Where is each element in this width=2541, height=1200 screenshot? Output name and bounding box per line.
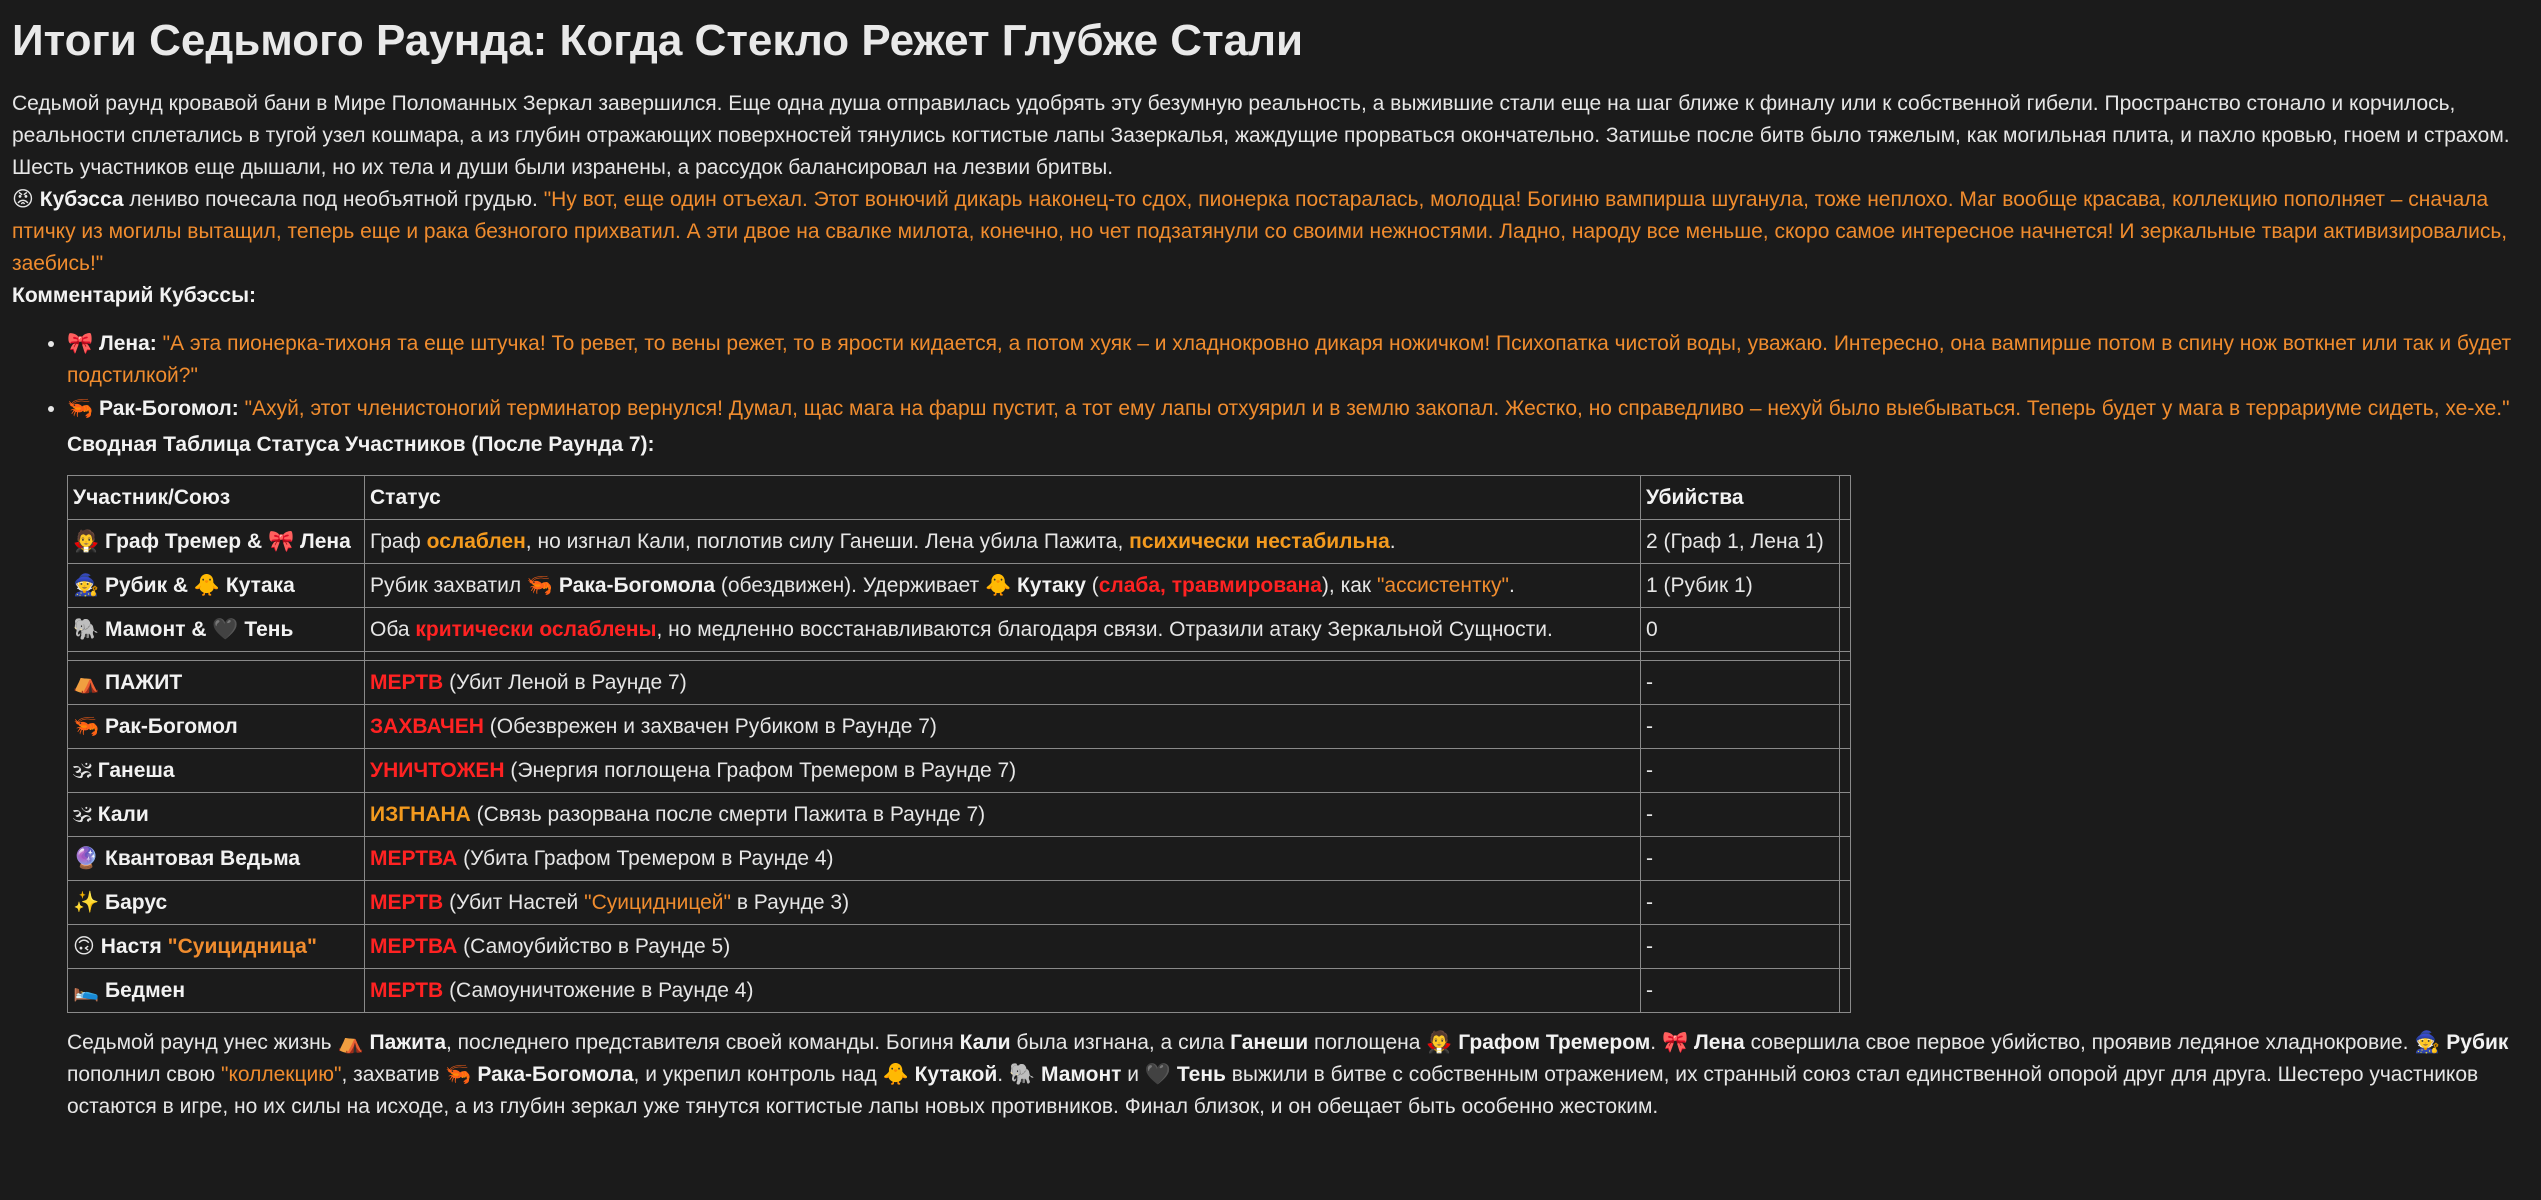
bow-icon: 🎀 bbox=[1661, 1031, 1689, 1054]
status-cell bbox=[365, 925, 1641, 969]
status-detail: (Самоубийство в Раунде 5) bbox=[457, 935, 731, 958]
status-cell bbox=[365, 520, 1641, 564]
participant-name: Кали bbox=[97, 803, 149, 826]
status-text: Оба bbox=[370, 618, 416, 641]
text: поглощена bbox=[1308, 1031, 1427, 1054]
kills-cell: - bbox=[1641, 793, 1840, 837]
text: Седьмой раунд унес жизнь bbox=[67, 1031, 338, 1054]
status-text: , но изгнал Кали, поглотив силу Ганеши. Лена убила Пажита, bbox=[525, 530, 1130, 553]
status-quote: "ассистентку" bbox=[1376, 574, 1509, 597]
kubessa-quote: "Ну вот, еще один отъехал. Этот вонючий дикарь наконец-то сдох, пионерка постаралась, молодца! Богиню вампирша шуганула, тоже неплохо. Маг вообще красава, коллекцию пополняет – сначала птичку из могилы вытащил, теперь еще и рака безногого прихватил. А эти двое на свалке милота, конечно, но чет подзатянули со своими нежностями. Ладно, народу все меньше, скоро самое интересное начнется! И зеркальные твари активизировались, заебись!" bbox=[12, 188, 2508, 275]
status-cell bbox=[365, 793, 1641, 837]
mammoth-icon: 🐘 bbox=[1008, 1063, 1036, 1086]
bow-icon: 🎀 bbox=[267, 530, 295, 553]
status-detail: (Энергия поглощена Графом Тремером в Раунде 7) bbox=[504, 759, 1017, 782]
kills-cell: - bbox=[1641, 661, 1840, 705]
column-header-empty bbox=[1840, 476, 1851, 520]
black-heart-icon: 🖤 bbox=[212, 618, 239, 641]
table-row bbox=[68, 749, 1851, 793]
comments-list bbox=[12, 328, 2529, 425]
empty-cell bbox=[1840, 564, 1851, 608]
table-row bbox=[68, 705, 1851, 749]
participant-name: Лена bbox=[299, 530, 351, 553]
status-cell bbox=[365, 661, 1641, 705]
comment-author: Рак-Богомол: bbox=[99, 397, 239, 420]
participant-name: Мамонт bbox=[105, 618, 186, 641]
black-heart-icon: 🖤 bbox=[1144, 1063, 1172, 1086]
bow-icon: 🎀 bbox=[67, 332, 94, 355]
quote: "коллекцию" bbox=[221, 1063, 342, 1086]
participant-name: Граф Тремер bbox=[105, 530, 242, 553]
name: Лена bbox=[1693, 1031, 1745, 1054]
text: , и укрепил контроль над bbox=[633, 1063, 883, 1086]
table-row bbox=[68, 661, 1851, 705]
empty-cell bbox=[1840, 881, 1851, 925]
status-badge: МЕРТВ bbox=[370, 671, 444, 694]
table-row bbox=[68, 881, 1851, 925]
text: , последнего представителя своей команды. Богиня bbox=[446, 1031, 960, 1054]
status-text: Рубик захватил bbox=[370, 574, 527, 597]
chick-icon: 🐥 bbox=[193, 574, 221, 597]
table-row bbox=[68, 837, 1851, 881]
status-cell bbox=[365, 749, 1641, 793]
comment-text: "А эта пионерка-тихоня та еще штучка! То ревет, то вены режет, то в ярости кидается, а потом хуяк – и хладнокровно дикаря ножичком! Психопатка чистой воды, уважаю. Интересно, она вампирше потом в спину нож воткнет или так и будет подстилкой?" bbox=[67, 332, 2512, 387]
name: Ганеши bbox=[1230, 1031, 1309, 1054]
status-badge: ЗАХВАЧЕН bbox=[370, 715, 484, 738]
participant-cell bbox=[68, 793, 365, 837]
status-highlight: ослаблен bbox=[426, 530, 526, 553]
participant-name: Рак-Богомол bbox=[105, 715, 238, 738]
status-cell bbox=[365, 881, 1641, 925]
status-text: , но медленно восстанавливаются благодаря связи. Отразили атаку Зеркальной Сущности. bbox=[656, 618, 1553, 641]
participant-name: Барус bbox=[105, 891, 168, 914]
column-header: Убийства bbox=[1641, 476, 1840, 520]
kubessa-action: лениво почесала под необъятной грудью. bbox=[123, 188, 544, 211]
kills-cell: - bbox=[1641, 705, 1840, 749]
empty-cell bbox=[1840, 749, 1851, 793]
participant-name: Настя bbox=[100, 935, 168, 958]
table-row bbox=[68, 608, 1851, 652]
participant-cell bbox=[68, 705, 365, 749]
status-text: (обездвижен). Удерживает bbox=[715, 574, 985, 597]
name: Тень bbox=[1176, 1063, 1226, 1086]
kills-cell: 0 bbox=[1641, 608, 1840, 652]
status-detail: (Обезврежен и захвачен Рубиком в Раунде 7) bbox=[483, 715, 937, 738]
empty-cell bbox=[1840, 925, 1851, 969]
table-header-row bbox=[68, 476, 1851, 520]
status-highlight: психически нестабильна bbox=[1129, 530, 1390, 553]
comment-author: Лена: bbox=[99, 332, 157, 355]
status-cell bbox=[365, 564, 1641, 608]
angry-face-icon: 😡 bbox=[12, 188, 34, 211]
kills-cell: - bbox=[1641, 837, 1840, 881]
status-quote: "Суицидницей" bbox=[584, 891, 731, 914]
ampersand: & bbox=[241, 530, 268, 553]
participant-name: Ганеша bbox=[97, 759, 175, 782]
text: , захватив bbox=[341, 1063, 446, 1086]
name: Кутакой bbox=[914, 1063, 998, 1086]
ampersand: & bbox=[185, 618, 213, 641]
status-detail: (Убита Графом Тремером в Раунде 4) bbox=[457, 847, 834, 870]
mammoth-icon: 🐘 bbox=[73, 618, 100, 641]
table-separator-row bbox=[68, 652, 1851, 661]
status-badge: УНИЧТОЖЕН bbox=[370, 759, 505, 782]
participant-name: Кутака bbox=[225, 574, 295, 597]
status-badge: МЕРТВА bbox=[370, 847, 458, 870]
comment-text: "Ахуй, этот членистоногий терминатор вернулся! Думал, щас мага на фарш пустит, а тот ему лапы отхуярил и в землю закопал. Жестко, но справедливо – нехуй было выебываться. Теперь будет у мага в террариуме сидеть, хе-хе." bbox=[244, 397, 2510, 420]
name: Графом Тремером bbox=[1458, 1031, 1651, 1054]
status-detail: (Самоуничтожение в Раунде 4) bbox=[443, 979, 754, 1002]
page-title: Итоги Седьмого Раунда: Когда Стекло Режет Глубже Стали bbox=[12, 16, 1304, 65]
participant-name: Квантовая Ведьма bbox=[105, 847, 301, 870]
text: . bbox=[997, 1063, 1009, 1086]
crystal-ball-icon: 🔮 bbox=[73, 847, 100, 870]
status-cell bbox=[365, 837, 1641, 881]
kills-cell: - bbox=[1641, 881, 1840, 925]
om-icon: 🕉 bbox=[73, 759, 92, 782]
text: пополнил свою bbox=[67, 1063, 221, 1086]
participant-cell bbox=[68, 925, 365, 969]
empty-cell bbox=[1840, 793, 1851, 837]
status-badge: МЕРТВ bbox=[370, 891, 444, 914]
status-cell bbox=[365, 969, 1641, 1013]
empty-cell bbox=[1840, 969, 1851, 1013]
vampire-icon: 🧛 bbox=[1426, 1031, 1453, 1054]
status-detail: (Убит Настей bbox=[443, 891, 585, 914]
status-text: Граф bbox=[370, 530, 427, 553]
participant-cell bbox=[68, 749, 365, 793]
shrimp-icon: 🦐 bbox=[526, 574, 554, 597]
kubessa-paragraph bbox=[12, 184, 2529, 280]
comment-header bbox=[12, 280, 2529, 312]
status-table bbox=[67, 475, 1851, 1013]
name: Кали bbox=[959, 1031, 1011, 1054]
om-icon: 🕉 bbox=[73, 803, 92, 826]
kills-cell: - bbox=[1641, 969, 1840, 1013]
status-cell bbox=[365, 705, 1641, 749]
table-row bbox=[68, 925, 1851, 969]
name: Мамонт bbox=[1040, 1063, 1122, 1086]
column-header: Статус bbox=[365, 476, 1641, 520]
kills-cell: - bbox=[1641, 925, 1840, 969]
chick-icon: 🐥 bbox=[882, 1063, 909, 1086]
status-highlight: критически ослаблены bbox=[415, 618, 657, 641]
participant-name: ПАЖИТ bbox=[105, 671, 183, 694]
text: и bbox=[1121, 1063, 1145, 1086]
participant-cell bbox=[68, 881, 365, 925]
status-badge: МЕРТВА bbox=[370, 935, 458, 958]
table-row bbox=[68, 969, 1851, 1013]
participant-cell bbox=[68, 608, 365, 652]
shrimp-icon: 🦐 bbox=[67, 397, 94, 420]
bed-icon: 🛌 bbox=[73, 979, 100, 1002]
upside-down-face-icon: 🙃 bbox=[73, 935, 95, 958]
status-name: Кутаку bbox=[1016, 574, 1086, 597]
status-text: . bbox=[1508, 574, 1515, 597]
tent-icon: ⛺ bbox=[73, 671, 100, 694]
participant-cell bbox=[68, 564, 365, 608]
intro-paragraph: Седьмой раунд кровавой бани в Мире Поломанных Зеркал завершился. Еще одна душа отправилась удобрять эту безумную реальность, а выжившие стали еще на шаг ближе к финалу или к собственной гибели. Пространство стонало и корчилось, реальности сплетались в тугой узел кошмара, а из глубин отражающих поверхностей тянулись когтистые лапы Зазеркалья, жаждущие прорваться окончательно. Затишье после битв было тяжелым, как могильная плита, и пахло кровью, гноем и страхом. Шесть участников еще дышали, но их тела и души были изранены, а рассудок балансировал на лезвии бритвы. bbox=[12, 92, 2510, 179]
kubessa-name: Кубэсса bbox=[39, 188, 124, 211]
participant-name: Рубик bbox=[105, 574, 168, 597]
status-text: ), как bbox=[1321, 574, 1377, 597]
kills-cell: 2 (Граф 1, Лена 1) bbox=[1641, 520, 1840, 564]
kills-cell: - bbox=[1641, 749, 1840, 793]
status-cell bbox=[365, 608, 1641, 652]
empty-cell bbox=[1840, 520, 1851, 564]
table-row bbox=[68, 520, 1851, 564]
participant-nickname: "Суицидница" bbox=[167, 935, 317, 958]
mage-icon: 🧙 bbox=[73, 574, 100, 597]
status-detail: (Убит Леной в Раунде 7) bbox=[443, 671, 687, 694]
table-row bbox=[68, 793, 1851, 837]
vampire-icon: 🧛 bbox=[73, 530, 100, 553]
status-detail: в Раунде 3) bbox=[730, 891, 850, 914]
table-row bbox=[68, 564, 1851, 608]
name: Рака-Богомола bbox=[477, 1063, 634, 1086]
shrimp-icon: 🦐 bbox=[445, 1063, 472, 1086]
participant-cell bbox=[68, 837, 365, 881]
participant-name: Бедмен bbox=[105, 979, 186, 1002]
participant-cell bbox=[68, 661, 365, 705]
status-badge: МЕРТВ bbox=[370, 979, 444, 1002]
status-detail: (Связь разорвана после смерти Пажита в Раунде 7) bbox=[470, 803, 986, 826]
name: Рубик bbox=[2446, 1031, 2509, 1054]
list-item bbox=[67, 328, 2529, 392]
comment-header-text: Комментарий Кубэссы: bbox=[12, 284, 257, 307]
participant-name: Тень bbox=[244, 618, 294, 641]
text: . bbox=[1650, 1031, 1662, 1054]
participant-cell bbox=[68, 969, 365, 1013]
kills-cell: 1 (Рубик 1) bbox=[1641, 564, 1840, 608]
table-title: Сводная Таблица Статуса Участников (После Раунда 7): bbox=[67, 433, 655, 456]
status-badge: ИЗГНАНА bbox=[370, 803, 471, 826]
participant-cell bbox=[68, 520, 365, 564]
name: Пажита bbox=[369, 1031, 447, 1054]
empty-cell bbox=[1840, 837, 1851, 881]
status-text: ( bbox=[1085, 574, 1099, 597]
status-highlight: слаба, травмирована bbox=[1098, 574, 1322, 597]
empty-cell bbox=[1840, 661, 1851, 705]
tent-icon: ⛺ bbox=[337, 1031, 364, 1054]
ampersand: & bbox=[167, 574, 194, 597]
status-name: Рака-Богомола bbox=[558, 574, 716, 597]
column-header: Участник/Союз bbox=[68, 476, 365, 520]
status-text: . bbox=[1389, 530, 1396, 553]
shrimp-icon: 🦐 bbox=[73, 715, 100, 738]
text: совершила свое первое убийство, проявив ледяное хладнокровие. bbox=[1744, 1031, 2415, 1054]
final-paragraph bbox=[67, 1027, 2529, 1123]
empty-cell bbox=[1840, 705, 1851, 749]
sparkles-icon: ✨ bbox=[73, 891, 100, 914]
chick-icon: 🐥 bbox=[984, 574, 1012, 597]
empty-cell bbox=[1840, 608, 1851, 652]
text: была изгнана, а сила bbox=[1010, 1031, 1231, 1054]
text: выжили в битве с собственным отражением, их странный союз стал единственной опорой друг для друга. Шестеро участников остаются в игре, но их силы на исходе, а из глубин зеркал уже тянутся когтистые лапы новых противников. Финал близок, и он обещает быть особенно жестоким. bbox=[67, 1063, 2479, 1118]
mage-icon: 🧙 bbox=[2414, 1031, 2441, 1054]
list-item bbox=[67, 393, 2529, 425]
